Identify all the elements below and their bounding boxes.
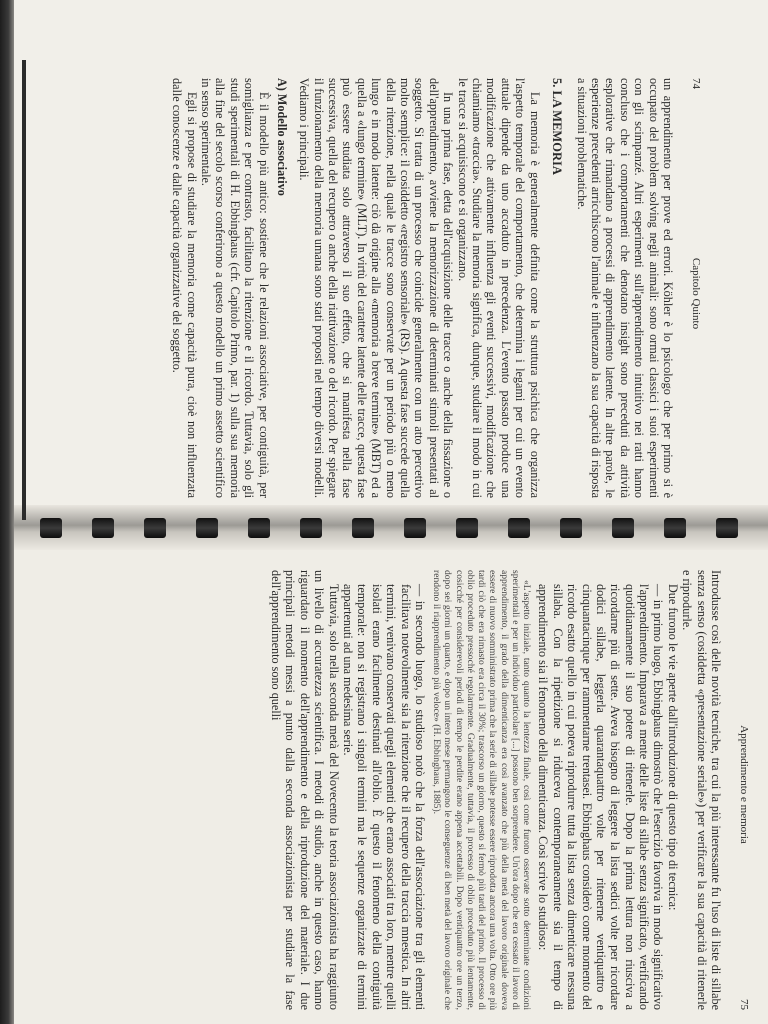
binding-ring [40,518,62,538]
page-74-text [34,78,702,498]
binding-ring [456,518,478,538]
running-head: Apprendimento e memoria [738,725,750,844]
binding-ring [664,518,686,538]
binding-ring [612,518,634,538]
binding-ring [92,518,114,538]
subsection-title: A) Modello associativo [274,78,289,196]
page-edge-bar [22,60,26,520]
paragraph: In una prima fase, detta dell'acquisizione delle tracce o anche della fissazione o dell'apprendimento, avviene la memorizzazione di determinati stimoli presentati al soggetto. Si tratta di un processo che coincide generalmente con un atto percettivo molto semplice: il cosiddetto «registro sensoriale» (RS). A questa fase succede quella della ritenzione, nella quale le tracce sono conservate per un periodo più o meno lungo e in modo latente: ciò dà origine alla «memoria a breve termine» (MBT) ed a quella a «lungo termine» (MLT). In virtù del carattere latente delle tracce, questa fase può essere studiata solo attraverso il suo effetto, che si manifesta nella fase successiva, quella del recupero o anche della riattivazione o del ricordo. Per spiegare il funzionamento della memoria umana sono stati proposti nel tempo diversi modelli. Vediamo i principali. [297,78,456,498]
binding-ring [196,518,218,538]
paragraph: Egli si propose di studiare la memoria come capacità pura, cioè non influenzata dalle conoscenze e dalle capacità organizzative del soggetto. [170,78,199,498]
page-75-header [737,570,750,1010]
page-number: 74 [690,78,702,89]
block-quote: «L'aspetto iniziale, tanto quanto la lentezza finale, così come furono osservate sotto determinate condizioni sperimentali e per un individuo particolare [...] possono ben sorprendere. Un'ora dopo che era cessato il lavoro di apprendimento, il grado della dimenticanza era così avanzato che più della metà del lavoro originale doveva essere di nuovo somministrato prima che la serie di sillabe potesse essere riprodotta ancora una volta. Otto ore più tardi ciò che era rimasto era circa il 30%; trascorso un giorno, questo si fermò più tardi del primo. Il processo di oblio proceduto pressoché regolarmente. Gradualmente, tuttavia, il processo di oblio proceduto più lentamente, cosicché per considerevoli periodi di tempo le perdite erano appena accettabili. Dopo ventiquattro ore un terzo, dopo sei giorni un quarto, e dopo un intero mese permangono le conseguenze di ben metà del lavoro originale che rendono il riapprendimento più veloce» (H. Ebbinghaus, 1885). [431,570,532,1010]
binding-ring [248,518,270,538]
paragraph: La memoria è generalmente definita come la struttura psichica che organizza l'aspetto temporale del comportamento, che determina i legami per cui un evento attuale dipende da uno accaduto in precedenza. L'evento passato produce una modificazione che attivamente influenza gli eventi successivi, modificazione che chiamiamo «traccia». Studiare la memoria significa, dunque, studiare il modo in cui le tracce si acquisiscono e si organizzano. [455,78,542,498]
list-item: — in secondo luogo, lo studioso notò che la forza dell'associazione tra gli elementi facilitava notevolmente sia la ritenzione che il recupero della traccia mnestica. In altri termini, venivano conservati quegli elementi che erano associati tra loro, mentre quelli isolati erano facilmente destinati all'oblio. È questo il fenomeno della contiguità temporale: non si registrano i singoli termini ma le sequenze organizzate di termini appartenuti ad una medesima serie. [341,584,427,1010]
binding-ring [352,518,374,538]
scan-edge-shadow [0,0,14,1024]
paragraph: Due furono le vie aperte dall'introduzione di questo tipo di tecnica: [665,584,680,911]
binding-ring [300,518,322,538]
paragraph: un apprendimento per prove ed errori. Köhler è lo psicologo che per primo si è occupato del problem solving negli animali: sono ormai classici i suoi esperimenti con gli scimpanzé. Altri esperimenti sull'apprendimento intuitivo nei ratti hanno concluso che i comportamenti che denotano insight sono preceduti da attività esplorative che rimandano a processi di apprendimento latente. In altre parole, le esperienze precedenti arricchiscono l'animale e influenzano la sua capacità di risposta a situazioni problematiche. [574,78,676,498]
paragraph: Tuttavia, solo nella seconda metà del Novecento la teoria associazionista ha raggiunto un livello di accuratezza scientifica. I metodi di studio, anche in questo caso, hanno riguardato il momento dell'apprendimento e della riproduzione del materiale. I due principali metodi messi a punto dalla seconda associazionista per studiare la fase dell'apprendimento sono quelli [269,570,341,1010]
page-number: 75 [738,999,750,1010]
section-title: 5. LA MEMORIA [550,78,565,175]
spiral-binding [0,516,768,540]
binding-ring [144,518,166,538]
running-head: Capitolo Quinto [690,257,702,330]
paragraph: Introdusse così delle novità tecniche, tra cui la più interessante fu l'uso di liste di sillabe senza senso (cosiddetta «presentazione seriale») per verificare la sua capacità di ritenerle e riprodurle. [680,570,724,1010]
list-item: — in primo luogo, Ebbinghaus dimostrò che l'esercizio favoriva in modo significativo l'apprendimento. Imparava a mente delle liste di sillabe senza significato, verificando quotidianamente il suo potere di ritenerle. Dopo la prima lettura non riusciva a ricordarne più di sette. Aveva bisogno di leggere la lista sedici volte per ricordare dodici sillabe, leggerla quarantaquattro volte per ritenerne ventiquattro e cinquantacinque per rammentarne trentasei. Ebbinghaus considerò come momento del ricordo esatto quello in cui poteva riprodurre tutta la lista senza dimenticare nessuna sillaba. Con la ripetizione si riduceva contemporaneamente sia il tempo di apprendimento sia il fenomeno della dimenticanza. Così scrive lo studioso: [536,584,666,1010]
paragraph: È il modello più antico: sostiene che le relazioni associative, per contiguità, per somiglianza e per contrasto, facilitano la ritenzione e il ricordo. Tuttavia, solo gli studi sperimentali di H. Ebbinghaus (cfr. Capitolo Primo, par. 1) sulla sua memoria alla fine del secolo scorso conferirono a questo modello un primo assetto scientifico in senso sperimentale. [198,78,271,498]
page-74-header [689,78,702,498]
binding-ring [560,518,582,538]
binding-ring [404,518,426,538]
binding-ring [716,518,738,538]
binding-ring [508,518,530,538]
page-75-text [88,570,750,1010]
